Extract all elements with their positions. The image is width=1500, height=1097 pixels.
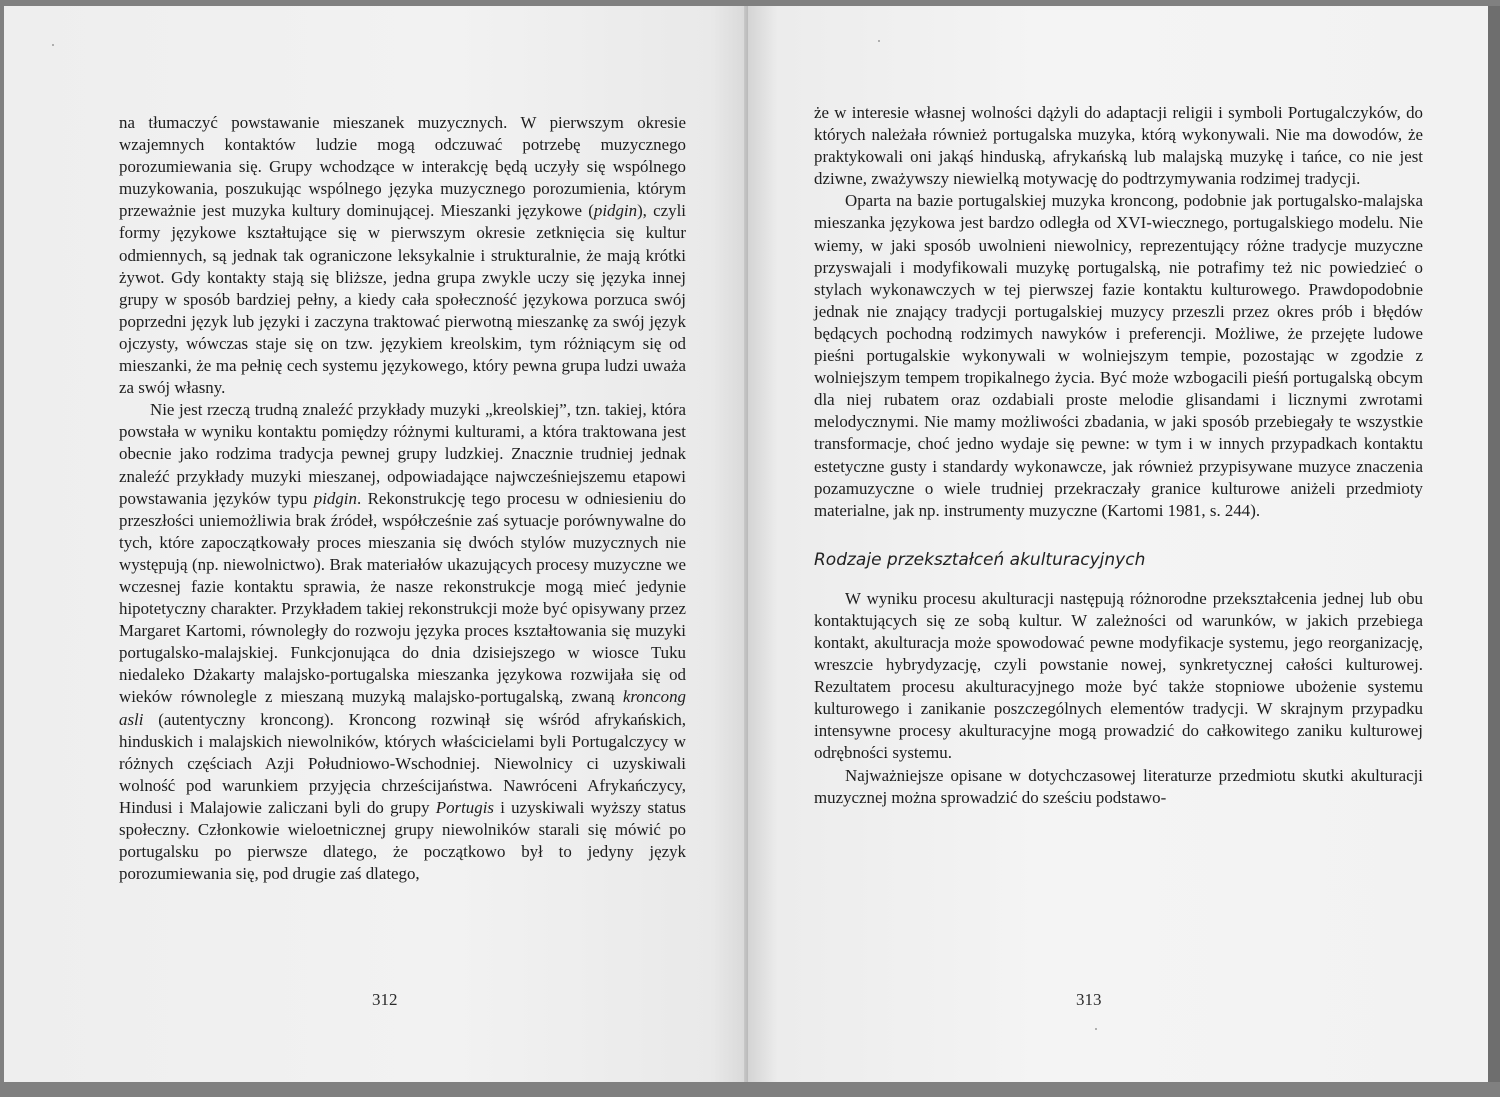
scan-speck <box>878 40 880 42</box>
paragraph <box>119 399 686 885</box>
text-run: Oparta na bazie portugalskiej muzyka kroncong, podobnie jak portugalsko-malajska mieszanka językowa jest bardzo odległa od XVI-wiecznego, portugalskiego modelu. Nie wiemy, w jaki sposób uwolnieni niewolnicy, reprezentujący różne tradycje muzyczne przyswajali i modyfikowali muzykę portugalską, nie potrafimy też nic powiedzieć o stylach wykonawczych w tej pierwszej fazie kontaktu kulturowego. Prawdopodobnie jednak nie znający tradycji portugalskiej muzycy przeszli przez okres prób i błędów będących pochodną rodzimych nawyków i preferencji. Możliwe, że przejęte ludowe pieśni portugalskie wykonywali w wolniejszym tempie, pozostając w zgodzie z wolniejszym tempem tropikalnego życia. Być może wzbogacili pieśń portugalską obcym dla niej rubatem oraz ozdabiali proste melodie glisandami i licznymi zwrotami melodycznymi. Nie mamy możliwości zbadania, w jaki sposób przebiegały te wszystkie transformacje, choć jedno wydaje się pewne: w tym i w innych przypadkach kontaktu estetyczne gusty i standardy wykonawcze, jak również przypisywane muzyce znaczenia pozamuzyczne o wiele trudniej przekraczały granice kulturowe aniżeli przedmioty materialne, jak np. instrumenty muzyczne (Kartomi 1981, s. 244). <box>814 191 1423 520</box>
right-page-text <box>814 102 1423 809</box>
page-number-right: 313 <box>1076 990 1102 1009</box>
left-page-text <box>119 112 686 885</box>
text-run: i uzyskiwali wyższy status społeczny. Członkowie wieloetnicznej grupy niewolników starali się mówić po portugalsku po pierwsze dlatego, że początkowo był to jedyny język porozumiewania się, pod drugie zaś dlatego, <box>119 797 686 884</box>
paragraph <box>814 588 1423 765</box>
text-run: . Rekonstrukcję tego procesu w odniesieniu do przeszłości uniemożliwia brak źródeł, współcześnie zaś sytuacje porównywalne do tych, które zapoczątkowały proces mieszania się dwóch stylów muzycznych nie występują (np. niewolnictwo). Brak materiałów ukazujących procesy muzyczne we wczesnej fazie kontaktu sprawia, że nasze rekonstrukcje mogą mieć jedynie hipotetyczny charakter. Przykładem takiej rekonstrukcji może być opisywany przez Margaret Kartomi, równoległy do rozwoju języka proces kształtowania się muzyki portugalsko-malajskiej. Funkcjonująca do dnia dzisiejszego w wiosce Tuku niedaleko Dżakarty malajsko-portugalska mieszanka językowa rozwijała się od wieków równolegle z mieszaną muzyką malajsko-portugalską, zwaną <box>119 488 686 707</box>
paragraph <box>119 112 686 399</box>
book-spread <box>4 6 1488 1082</box>
text-run: ), czyli formy językowe kształtujące się w pierwszym okresie zetknięcia się kultur odmiennych, są jednak tak ograniczone leksykalnie i strukturalnie, że mają krótki żywot. Gdy kontakty stają się bliższe, jedna grupa zwykle uczy się języka innej grupy w sposób bardziej pełny, a kiedy cała społeczność językowa porzuca swój poprzedni język lub języki i zaczyna traktować pierwotną mieszankę za swój język ojczysty, wówczas staje się on tzw. językiem kreolskim, tym różniącym się od mieszanki, że ma pełnię cech systemu językowego, który pewna grupa ludzi uważa za swój własny. <box>119 201 687 398</box>
paragraph <box>814 190 1423 521</box>
section-heading <box>814 549 1423 571</box>
italic-term: kroncong asli <box>119 687 686 729</box>
italic-term: Portugis <box>435 797 494 817</box>
paragraph <box>814 765 1423 809</box>
italic-term: pidgin <box>313 488 357 508</box>
right-page <box>748 6 1488 1082</box>
text-run: Najważniejsze opisane w dotychczasowej literaturze przedmiotu skutki akulturacji muzycznej można sprowadzić do sześciu podstawo- <box>814 765 1423 807</box>
paragraph <box>814 102 1423 190</box>
text-run: Nie jest rzeczą trudną znaleźć przykłady muzyki „kreolskiej”, tzn. takiej, która powstała w wyniku kontaktu pomiędzy różnymi kulturami, a która traktowana jest obecnie jako rodzima tradycja pewnej grupy ludzkiej. Znacznie trudniej jednak znaleźć przykłady muzyki mieszanej, odpowiadające najwcześniejszemu etapowi powstawania języków typu <box>119 400 686 508</box>
left-page <box>4 6 748 1082</box>
page-number-left: 312 <box>372 990 398 1009</box>
text-run: że w interesie własnej wolności dążyli do adaptacji religii i symboli Portugalczyków, do których należała również portugalska muzyka, którą wykonywali. Nie ma dowodów, że praktykowali oni jakąś hinduską, afrykańską lub malajską muzykę i tańce, co nie jest dziwne, zważywszy niewielką motywację do podtrzymywania rodzimej tradycji. <box>814 103 1423 189</box>
text-run: (autentyczny kroncong). Kroncong rozwinął się wśród afrykańskich, hinduskich i malajskich niewolników, których właścicielami byli Portugalczycy w różnych częściach Azji Południowo-Wschodniej. Niewolnicy ci uzyskiwali wolność pod warunkiem przyjęcia chrześcijaństwa. Nawróceni Afrykańczycy, Hindusi i Malajowie zaliczani byli do grupy <box>119 709 686 817</box>
scan-speck <box>52 44 54 46</box>
scanner-edge <box>1488 6 1500 1082</box>
italic-term: pidgin <box>593 201 638 221</box>
text-run: Rodzaje przekształceń akulturacyjnych <box>814 549 1146 570</box>
text-run: W wyniku procesu akulturacji następują różnorodne przekształcenia jednej lub obu kontaktujących się ze sobą kultur. W zależności od warunków, w jakich przebiega kontakt, akulturacja może spowodować pewne modyfikacje systemu, jego reorganizację, wreszcie hybrydyzację, czyli powstanie nowej, synkretycznej całości kulturowej. Rezultatem procesu akulturacyjnego może być także stopniowe ubożenie systemu kulturowego i zanikanie poszczególnych elementów tradycji. W skrajnym przypadku intensywne procesy akulturacyjne mogą prowadzić do całkowitego zaniku kulturowej odrębności systemu. <box>814 588 1423 763</box>
text-run: na tłumaczyć powstawanie mieszanek muzycznych. W pierwszym okresie wzajemnych kontaktów ludzie mogą odczuwać potrzebę muzycznego porozumiewania się. Grupy wchodzące w interakcję będą uczyły się wspólnego muzykowania, poszukując wspólnego języka muzycznego porozumienia, którym przeważnie jest muzyka kultury dominującej. Mieszanki językowe ( <box>119 113 686 221</box>
scan-speck <box>1095 1028 1097 1030</box>
